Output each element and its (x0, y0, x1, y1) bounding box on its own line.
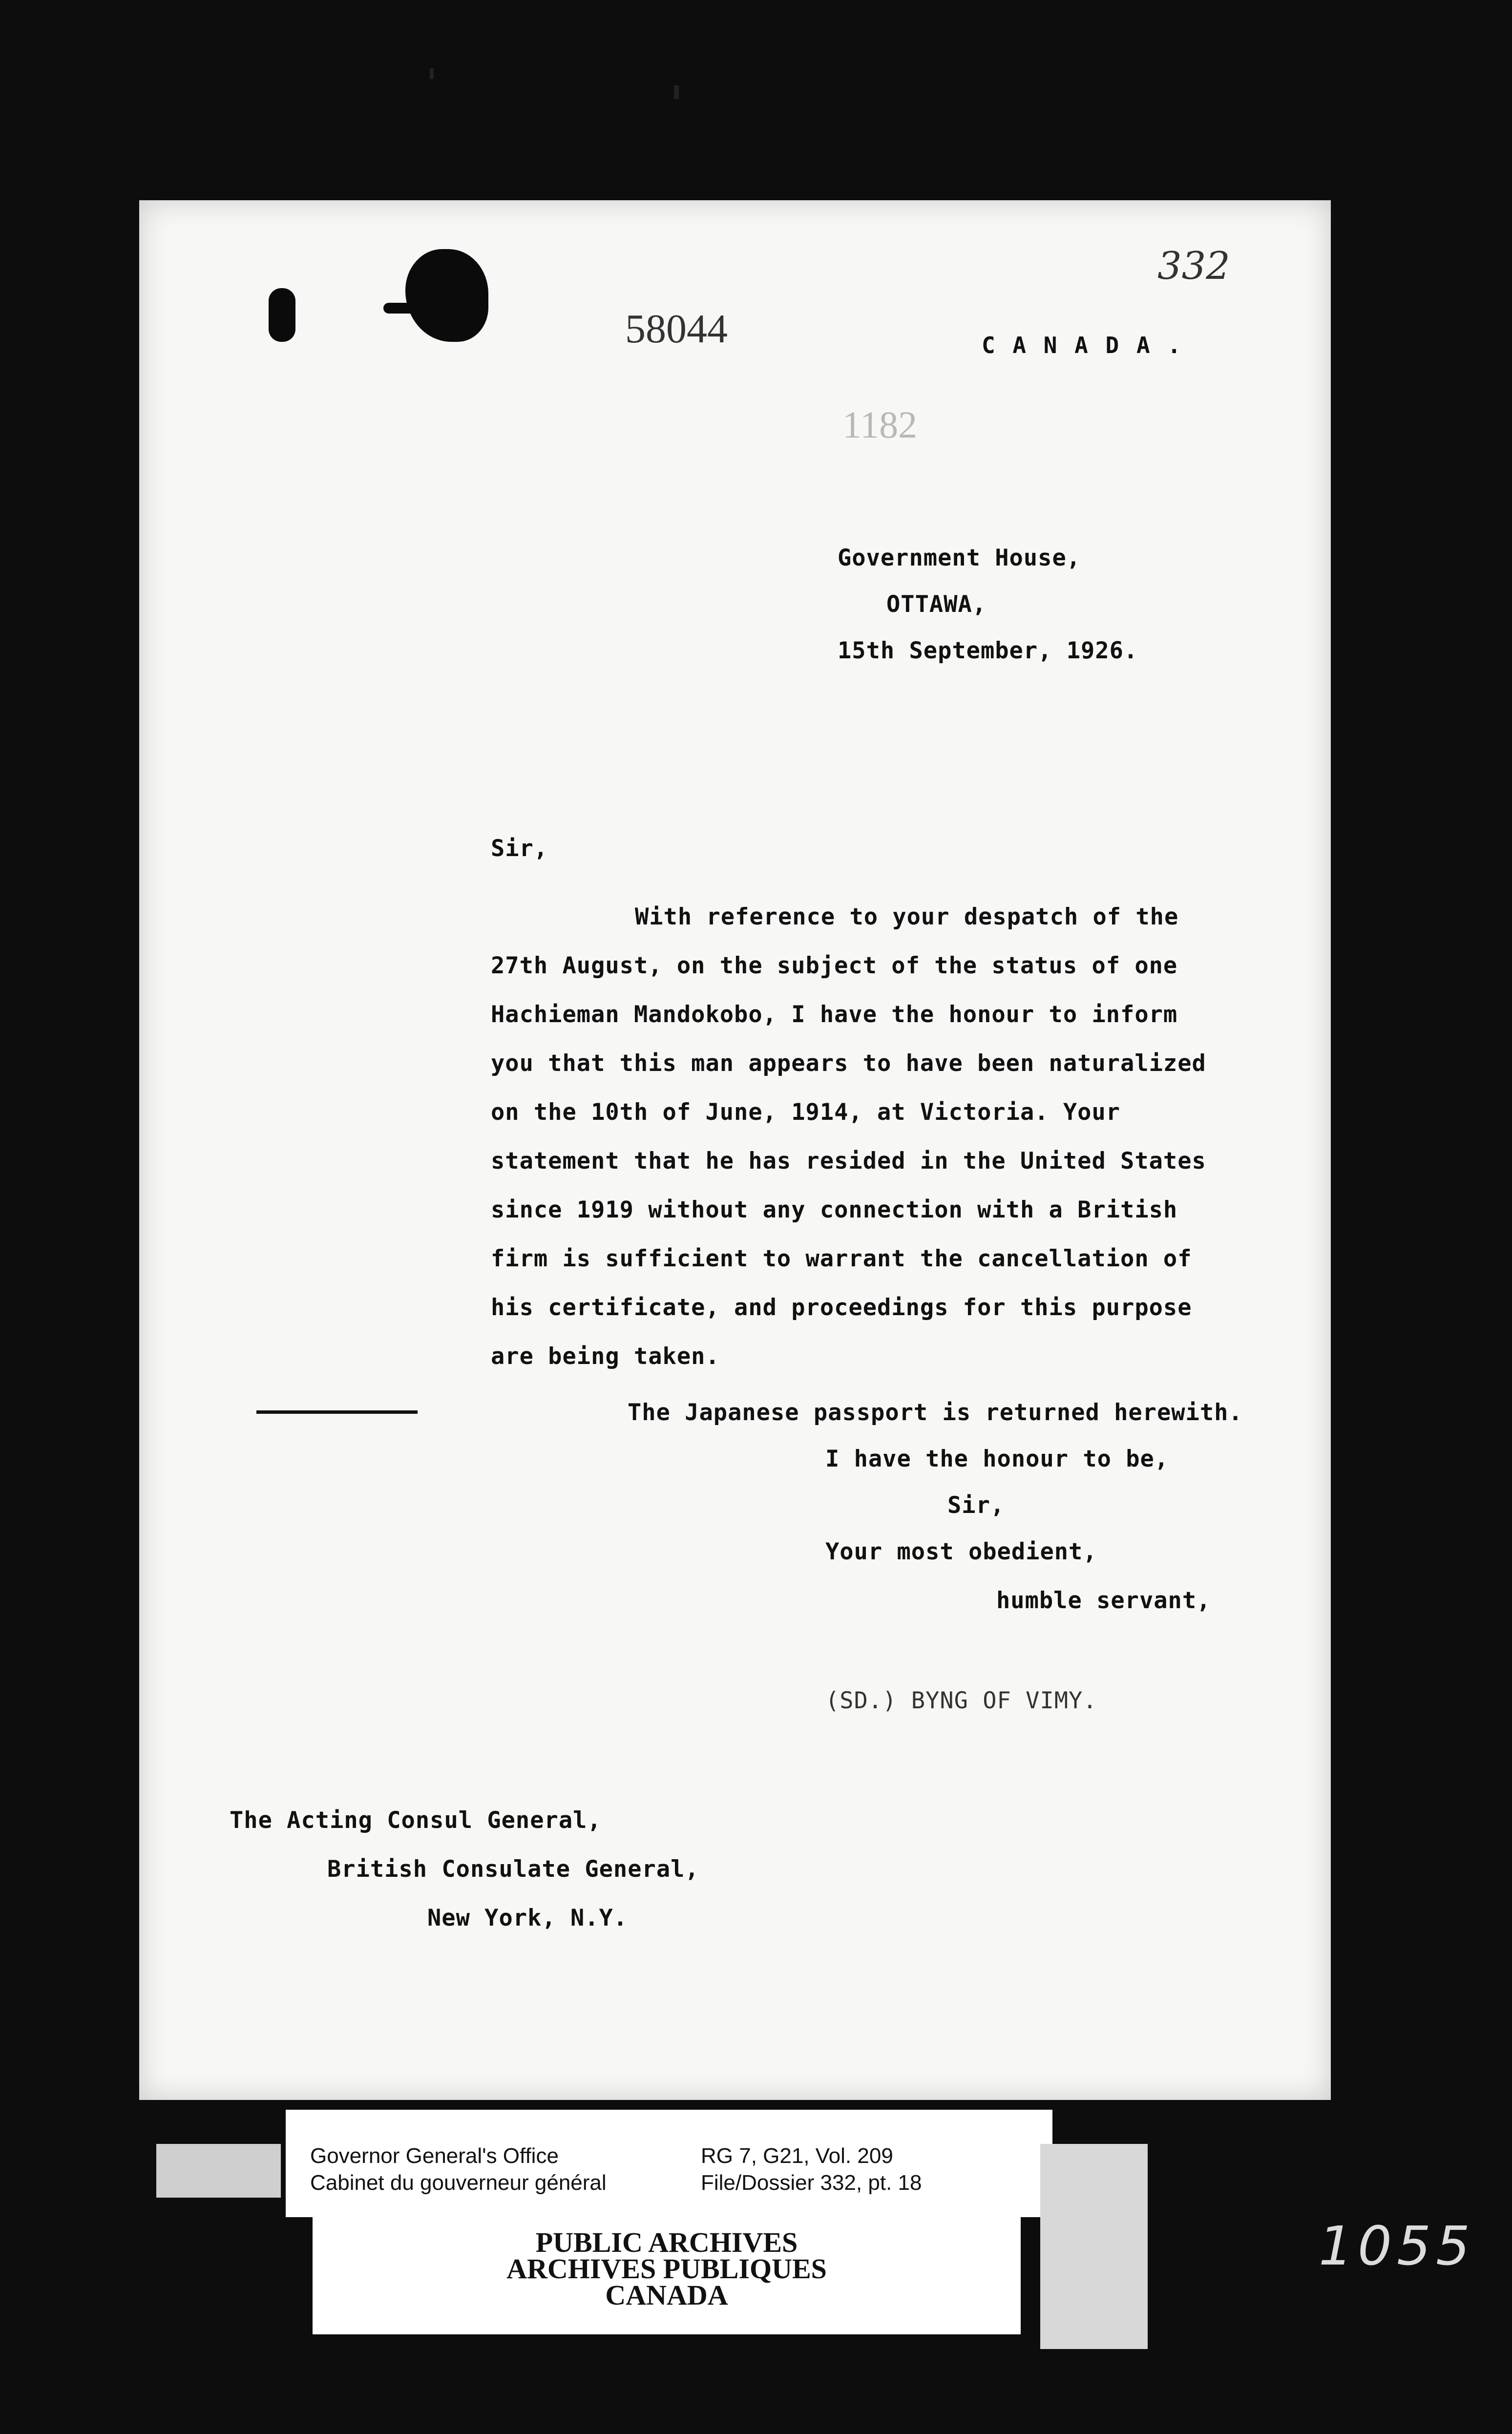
film-edge-top (674, 85, 679, 99)
passport-line: The Japanese passport is returned herewith. (628, 1399, 1243, 1426)
body-line-6: statement that he has resided in the United States (491, 1148, 1206, 1175)
closing-line-1: I have the honour to be, (825, 1446, 1169, 1472)
office-name-fr: Cabinet du gouverneur général (310, 2171, 607, 2195)
recipient-line-1: The Acting Consul General, (230, 1807, 602, 1834)
signature-line: (SD.) BYNG OF VIMY. (825, 1687, 1097, 1714)
ink-blot (405, 249, 488, 342)
archives-stamp-line-3: CANADA (605, 2279, 728, 2311)
public-archives-stamp (313, 2217, 1021, 2334)
archives-stamp-line-2: ARCHIVES PUBLIQUES (506, 2253, 827, 2285)
film-edge-top-2 (430, 68, 434, 79)
address-line-1: Government House, (838, 545, 1081, 571)
body-line-4: you that this man appears to have been naturalized (491, 1050, 1206, 1077)
reference-number: 1182 (842, 403, 918, 446)
recipient-line-2: British Consulate General, (327, 1856, 699, 1883)
body-line-5: on the 10th of June, 1914, at Victoria. Your (491, 1099, 1121, 1126)
body-line-3: Hachieman Mandokobo, I have the honour to inform (491, 1001, 1178, 1028)
letter-sheet (139, 200, 1331, 2100)
punch-hole-mark (269, 288, 295, 342)
body-line-2: 27th August, on the subject of the status of one (491, 952, 1178, 979)
salutation: Sir, (491, 835, 548, 862)
address-date: 15th September, 1926. (838, 637, 1138, 664)
body-line-9: his certificate, and proceedings for this purpose (491, 1294, 1192, 1321)
body-line-7: since 1919 without any connection with a British (491, 1196, 1178, 1223)
folio-number: 332 (1157, 244, 1230, 288)
file-number: 58044 (625, 306, 728, 352)
closing-line-3: Your most obedient, (825, 1538, 1097, 1565)
film-block-left (156, 2144, 281, 2198)
file-dossier-ref: File/Dossier 332, pt. 18 (701, 2171, 922, 2195)
record-group-ref: RG 7, G21, Vol. 209 (701, 2144, 893, 2168)
office-name-en: Governor General's Office (310, 2144, 559, 2168)
microfilm-frame-number: 1055 (1319, 2215, 1475, 2277)
body-line-8: firm is sufficient to warrant the cancellation of (491, 1245, 1192, 1272)
margin-rule (256, 1410, 418, 1414)
closing-line-4: humble servant, (996, 1587, 1211, 1614)
archives-stamp-line-1: PUBLIC ARCHIVES (535, 2226, 798, 2258)
body-line-10: are being taken. (491, 1343, 720, 1370)
ink-blot-tail (383, 303, 418, 314)
country-heading: C A N A D A . (982, 332, 1183, 358)
body-line-1: With reference to your despatch of the (635, 903, 1179, 930)
archive-reference-label (286, 2110, 1052, 2217)
closing-line-2: Sir, (947, 1492, 1005, 1519)
recipient-line-3: New York, N.Y. (427, 1905, 628, 1931)
film-block-right (1040, 2144, 1148, 2349)
address-line-2: OTTAWA, (886, 591, 987, 618)
